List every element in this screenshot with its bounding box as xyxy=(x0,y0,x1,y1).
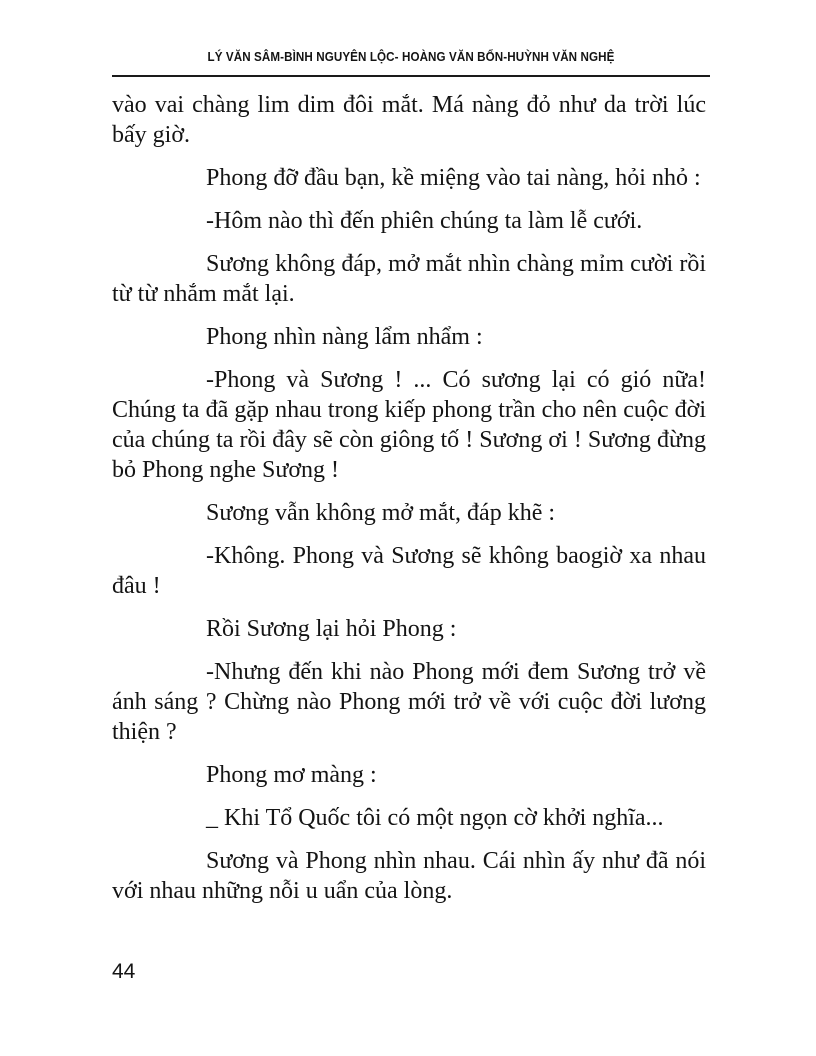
paragraph: Phong đỡ đầu bạn, kề miệng vào tai nàng, hỏi nhỏ : xyxy=(206,165,701,191)
page-number: 44 xyxy=(112,960,136,983)
paragraph: Rồi Sương lại hỏi Phong : xyxy=(206,616,457,642)
paragraph: -Hôm nào thì đến phiên chúng ta làm lễ cưới. xyxy=(206,208,643,234)
paragraph: Sương không đáp, mở mắt nhìn chàng mỉm cười rồi từ từ nhắm mắt lại. xyxy=(112,251,706,307)
paragraph: -Phong và Sương ! ... Có sương lại có gió nữa! Chúng ta đã gặp nhau trong kiếp phong trần cho nên cuộc đời của chúng ta rồi đây sẽ còn giông tố ! Sương ơi ! Sương đừng bỏ Phong nghe Sương ! xyxy=(112,367,706,483)
running-header: LÝ VĂN SÂM-BÌNH NGUYÊN LỘC- HOÀNG VĂN BỔN-HUỲNH VĂN NGHỆ xyxy=(207,50,615,64)
paragraph-continuation: vào vai chàng lim dim đôi mắt. Má nàng đỏ như da trời lúc bấy giờ. xyxy=(112,92,706,148)
paragraph: -Không. Phong và Sương sẽ không baogiờ xa nhau đâu ! xyxy=(112,543,706,599)
page-body xyxy=(112,90,706,919)
paragraph: -Nhưng đến khi nào Phong mới đem Sương trở về ánh sáng ? Chừng nào Phong mới trở về với cuộc đời lương thiện ? xyxy=(112,659,706,745)
header-rule xyxy=(112,75,710,77)
paragraph: _ Khi Tổ Quốc tôi có một ngọn cờ khởi nghĩa... xyxy=(206,805,664,831)
paragraph: Phong nhìn nàng lẩm nhẩm : xyxy=(206,324,483,350)
paragraph: Sương và Phong nhìn nhau. Cái nhìn ấy như đã nói với nhau những nỗi u uẩn của lòng. xyxy=(112,848,706,904)
paragraph: Phong mơ màng : xyxy=(206,762,377,788)
paragraph: Sương vẫn không mở mắt, đáp khẽ : xyxy=(206,500,556,526)
